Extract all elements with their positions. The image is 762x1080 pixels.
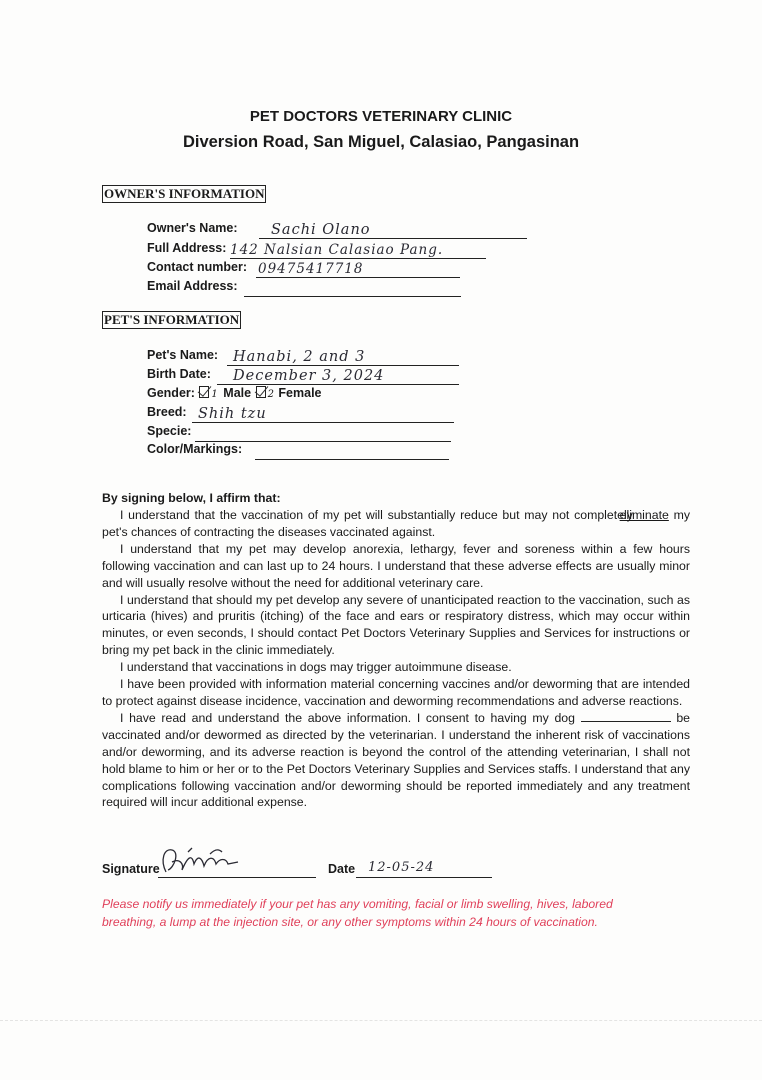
notice-text: Please notify us immediately if your pet has any vomiting, facial or limb swelling, hives, labored breathing, a lump at the injection site, or any other symptoms within 24 hours of vaccination. [102, 897, 613, 929]
signature-field[interactable] [158, 862, 316, 878]
address-label: Full Address: [147, 241, 227, 255]
signature-scribble [158, 842, 258, 878]
pet-name-field[interactable] [227, 348, 459, 366]
gender-row [147, 386, 322, 400]
consent-paragraph-3: I understand that should my pet develop any severe of unanticipated reaction to the vaccination, such as urticaria (hives) and pruritis (itching) of the face and ears or respiratory distress, which may occur within minutes, or even seconds, I should contact Pet Doctors Veterinary Supplies and Services for instructions or bring my pet back in the clinic immediately. [102, 592, 690, 658]
specie-field[interactable] [195, 424, 451, 442]
owner-section-title: OWNER'S INFORMATION [104, 186, 265, 201]
date-value: 12-05-24 [368, 860, 435, 875]
scan-edge [0, 1020, 762, 1025]
email-label: Email Address: [147, 279, 238, 293]
male-checkbox[interactable] [199, 386, 209, 398]
color-field[interactable] [255, 442, 449, 460]
pet-name-label: Pet's Name: [147, 348, 219, 362]
consent-body [102, 507, 690, 811]
owner-name-label: Owner's Name: [147, 221, 238, 235]
consent-paragraph-6: I have read and understand the above information. I consent to having my dog be vaccinated and/or dewormed as directed by the veterinarian. I understand the inherent risk of vaccinations and/or deworming, and its adverse reaction is beyond the control of the attending veterinarian, I shall not hold blame to him or her or to the Pet Doctors Veterinary Supplies and Services staffs. I understand that any complications following vaccination and/or deworming should be reported immediately and any treatment required will incur additional expense. [102, 710, 690, 810]
consent-paragraph-4: I understand that vaccinations in dogs may trigger autoimmune disease. [120, 660, 512, 675]
date-label: Date [328, 862, 356, 876]
contact-field[interactable] [256, 260, 460, 278]
pet-name-value: Hanabi, 2 and 3 [233, 349, 366, 365]
breed-field[interactable] [192, 405, 454, 423]
gender-label: Gender: [147, 386, 195, 400]
male-count: 1 [211, 389, 218, 400]
female-checkbox[interactable] [256, 386, 266, 398]
birth-date-field[interactable] [217, 367, 459, 385]
contact-value: 09475417718 [258, 261, 364, 277]
date-row [328, 860, 435, 882]
breed-label: Breed: [147, 405, 187, 419]
clinic-address: Diversion Road, San Miguel, Calasiao, Pangasinan [182, 133, 580, 151]
color-label: Color/Markings: [147, 442, 243, 456]
birth-date-label: Birth Date: [147, 367, 211, 381]
breed-value: Shih tzu [198, 406, 267, 422]
pet-section-title: PET'S INFORMATION [104, 312, 240, 327]
signature-row [102, 862, 160, 882]
specie-label: Specie: [147, 424, 192, 438]
address-value: 142 Nalsian Calasiao Pang. [230, 242, 444, 258]
birth-date-value: December 3, 2024 [233, 368, 385, 384]
owner-name-value: Sachi Olano [271, 222, 371, 238]
clinic-name: PET DOCTORS VETERINARY CLINIC [249, 108, 513, 125]
email-field[interactable] [244, 279, 461, 297]
consent-paragraph-1: I understand that the vaccination of my pet will substantially reduce but may not completely eliminate my pet's chances of contracting the diseases vaccinated against. [102, 508, 691, 539]
contact-label: Contact number: [147, 260, 247, 274]
signature-label: Signature [102, 862, 160, 876]
dog-name-blank[interactable] [581, 711, 671, 722]
eliminate-word: eliminate [619, 508, 669, 522]
female-count: 2 [267, 389, 274, 400]
address-field[interactable] [230, 241, 486, 259]
consent-paragraph-5: I have been provided with information material concerning vaccines and/or deworming that are intended to protect against disease incidence, vaccination and deworming recommendations and adverse reactions. [102, 677, 690, 708]
female-label: Female [278, 386, 322, 400]
date-field[interactable] [356, 862, 492, 878]
owner-name-field[interactable] [259, 221, 527, 239]
consent-paragraph-2: I understand that my pet may develop anorexia, lethargy, fever and soreness within a few hours following vaccination and can last up to 24 hours. I understand that these adverse effects are usually minor and will usually resolve without the need for additional veterinary care. [102, 541, 690, 590]
male-label: Male [223, 386, 252, 400]
consent-heading: By signing below, I affirm that: [102, 491, 281, 505]
